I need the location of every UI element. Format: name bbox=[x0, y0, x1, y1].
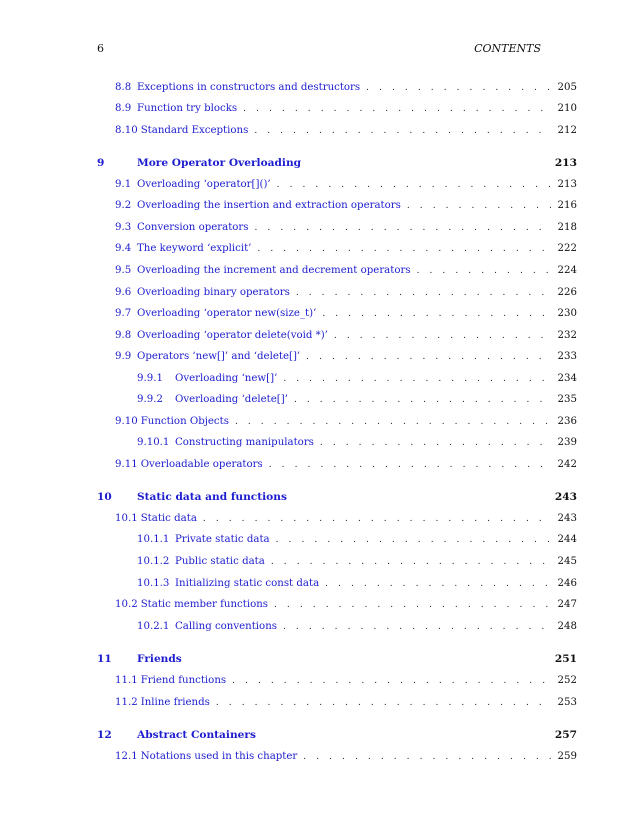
toc-entry-link[interactable] bbox=[137, 532, 270, 548]
toc-entry-link[interactable] bbox=[97, 651, 182, 667]
toc-entry-number: 9.2 bbox=[115, 200, 132, 211]
toc-chapter-entry[interactable] bbox=[97, 155, 577, 171]
dot-leader bbox=[257, 241, 551, 257]
dot-leader bbox=[243, 101, 551, 117]
toc-entry-title: Conversion operators bbox=[137, 222, 249, 233]
dot-leader bbox=[232, 673, 551, 689]
toc-entry-link[interactable] bbox=[97, 727, 256, 743]
toc-entry-link[interactable] bbox=[137, 619, 277, 635]
toc-entry-link[interactable] bbox=[115, 673, 226, 689]
toc-section-entry[interactable] bbox=[115, 285, 577, 301]
toc-entry-link[interactable] bbox=[115, 285, 290, 301]
toc-section-entry[interactable] bbox=[137, 532, 577, 548]
toc-entry-link[interactable] bbox=[115, 177, 271, 193]
toc-section-entry[interactable] bbox=[115, 328, 577, 344]
toc-entry-link[interactable] bbox=[115, 220, 249, 236]
toc-entry-link[interactable] bbox=[137, 435, 314, 451]
dot-leader bbox=[203, 511, 551, 527]
toc-entry-page: 252 bbox=[557, 675, 577, 686]
toc-entry-title: Operators ‘new[]’ and ‘delete[]’ bbox=[137, 351, 301, 362]
toc-entry-link[interactable] bbox=[115, 80, 360, 96]
toc-entry-number: 10.1.2 bbox=[137, 556, 170, 567]
dot-leader bbox=[254, 123, 551, 139]
toc-entry-page: 235 bbox=[557, 394, 577, 405]
dot-leader bbox=[255, 220, 551, 236]
toc-entry-title: Static data and functions bbox=[137, 491, 287, 503]
dot-leader bbox=[269, 457, 551, 473]
toc-entry-title: Friend functions bbox=[140, 675, 227, 686]
toc-entry-number: 10.1 bbox=[115, 513, 138, 524]
toc-entry-number: 10.2.1 bbox=[137, 621, 170, 632]
toc-entry-title: Overloading binary operators bbox=[137, 287, 290, 298]
toc-entry-link[interactable] bbox=[115, 241, 251, 257]
dot-leader bbox=[322, 306, 551, 322]
toc-entry-number: 10.1.3 bbox=[137, 578, 170, 589]
toc-chapter-entry[interactable] bbox=[97, 651, 577, 667]
toc-entry-title: Overloading the insertion and extraction operators bbox=[137, 200, 401, 211]
toc-entry-page: 232 bbox=[557, 330, 577, 341]
toc-entry-title: Initializing static const data bbox=[175, 578, 320, 589]
toc-section-entry[interactable] bbox=[137, 371, 577, 387]
dot-leader bbox=[306, 349, 551, 365]
dot-leader bbox=[417, 263, 551, 279]
page-number: 6 bbox=[97, 42, 104, 55]
toc-chapter-entry[interactable] bbox=[97, 727, 577, 743]
page-header bbox=[97, 42, 541, 58]
toc-section-entry[interactable] bbox=[137, 435, 577, 451]
toc-entry-title: Overloading ‘new[]’ bbox=[175, 373, 278, 384]
toc-entry-page: 239 bbox=[557, 437, 577, 448]
toc-entry-number: 9.4 bbox=[115, 243, 132, 254]
toc-entry-link[interactable] bbox=[115, 457, 263, 473]
toc-entry-number: 8.9 bbox=[115, 103, 132, 114]
toc-section-entry[interactable] bbox=[115, 123, 577, 139]
toc-entry-link[interactable] bbox=[115, 198, 401, 214]
toc-entry-number: 9.9.1 bbox=[137, 373, 163, 384]
dot-leader bbox=[325, 576, 551, 592]
toc-section-entry[interactable] bbox=[137, 554, 577, 570]
toc-entry-page: 212 bbox=[557, 125, 577, 136]
toc-entry-title: Exceptions in constructors and destructors bbox=[137, 82, 361, 93]
toc-entry-page: 213 bbox=[557, 179, 577, 190]
toc-entry-number: 9.6 bbox=[115, 287, 132, 298]
toc-entry-title: Overloading ‘operator[]()’ bbox=[137, 179, 271, 190]
dot-leader bbox=[334, 328, 551, 344]
toc-entry-title: Standard Exceptions bbox=[140, 125, 249, 136]
toc-section-entry[interactable] bbox=[115, 80, 577, 96]
toc-entry-page: 213 bbox=[554, 157, 577, 169]
dot-leader bbox=[320, 435, 551, 451]
toc-section-entry[interactable] bbox=[137, 392, 577, 408]
toc-entry-title: Calling conventions bbox=[175, 621, 277, 632]
dot-leader bbox=[276, 532, 551, 548]
toc-entry-link[interactable] bbox=[115, 349, 300, 365]
toc-entry-number: 9.10.1 bbox=[137, 437, 170, 448]
toc-entry-number: 11 bbox=[97, 653, 112, 665]
toc-entry-page: 257 bbox=[554, 729, 577, 741]
toc-entry-number: 10.2 bbox=[115, 599, 138, 610]
toc-entry-title: Overloading ‘operator delete(void *)’ bbox=[137, 330, 328, 341]
toc-section-entry[interactable] bbox=[115, 198, 577, 214]
toc-entry-title: Overloading ‘operator new(size_t)’ bbox=[137, 308, 317, 319]
toc-entry-link[interactable] bbox=[115, 306, 316, 322]
toc-entry-page: 210 bbox=[557, 103, 577, 114]
toc-section-entry[interactable] bbox=[115, 263, 577, 279]
toc-entry-link[interactable] bbox=[115, 511, 197, 527]
toc-entry-page: 248 bbox=[557, 621, 577, 632]
toc-entry-link[interactable] bbox=[115, 414, 229, 430]
toc-entry-page: 218 bbox=[557, 222, 577, 233]
toc-entry-link[interactable] bbox=[137, 392, 288, 408]
toc-entry-number: 8.10 bbox=[115, 125, 138, 136]
toc-entry-number: 9.8 bbox=[115, 330, 132, 341]
toc-entry-number: 9.1 bbox=[115, 179, 132, 190]
toc-entry-page: 242 bbox=[557, 459, 577, 470]
toc-section-entry[interactable] bbox=[115, 511, 577, 527]
toc-entry-number: 9.5 bbox=[115, 265, 132, 276]
toc-entry-number: 9.3 bbox=[115, 222, 132, 233]
dot-leader bbox=[296, 285, 551, 301]
toc-entry-title: Constructing manipulators bbox=[175, 437, 314, 448]
dot-leader bbox=[283, 371, 551, 387]
toc-entry-number: 9.9 bbox=[115, 351, 132, 362]
toc-section-entry[interactable] bbox=[115, 177, 577, 193]
dot-leader bbox=[216, 695, 551, 711]
dot-leader bbox=[407, 198, 551, 214]
toc-entry-page: 251 bbox=[554, 653, 577, 665]
toc-entry-number: 12 bbox=[97, 729, 112, 741]
toc-section-entry[interactable] bbox=[115, 673, 577, 689]
running-title: CONTENTS bbox=[474, 42, 541, 55]
toc-entry-page: 245 bbox=[557, 556, 577, 567]
toc-entry-page: 224 bbox=[557, 265, 577, 276]
toc-entry-link[interactable] bbox=[97, 489, 287, 505]
toc-entry-title: Overloading the increment and decrement operators bbox=[137, 265, 411, 276]
toc-section-entry[interactable] bbox=[115, 349, 577, 365]
toc-entry-page: 230 bbox=[557, 308, 577, 319]
toc-entry-number: 8.8 bbox=[115, 82, 132, 93]
toc-entry-number: 9.11 bbox=[115, 459, 138, 470]
dot-leader bbox=[235, 414, 551, 430]
toc-entry-link[interactable] bbox=[115, 123, 248, 139]
toc-section-entry[interactable] bbox=[115, 597, 577, 613]
toc-entry-title: Function Objects bbox=[140, 416, 229, 427]
toc-entry-number: 12.1 bbox=[115, 751, 138, 762]
toc-entry-page: 259 bbox=[557, 751, 577, 762]
toc-entry-page: 236 bbox=[557, 416, 577, 427]
toc-entry-link[interactable] bbox=[115, 749, 297, 765]
dot-leader bbox=[366, 80, 551, 96]
toc-entry-link[interactable] bbox=[115, 101, 237, 117]
toc-entry-title: Inline friends bbox=[140, 697, 210, 708]
toc-entry-link[interactable] bbox=[137, 371, 277, 387]
toc-entry-page: 243 bbox=[557, 513, 577, 524]
dot-leader bbox=[283, 619, 551, 635]
toc-entry-title: Static member functions bbox=[140, 599, 269, 610]
toc-entry-page: 216 bbox=[557, 200, 577, 211]
toc-entry-link[interactable] bbox=[137, 554, 265, 570]
toc-entry-title: Overloadable operators bbox=[140, 459, 263, 470]
toc-entry-number: 9.7 bbox=[115, 308, 132, 319]
toc-entry-link[interactable] bbox=[115, 695, 210, 711]
toc-section-entry[interactable] bbox=[115, 101, 577, 117]
toc-entry-number: 9.10 bbox=[115, 416, 138, 427]
dot-leader bbox=[303, 749, 551, 765]
toc-entry-title: Static data bbox=[140, 513, 197, 524]
toc-entry-page: 247 bbox=[557, 599, 577, 610]
toc-section-entry[interactable] bbox=[137, 619, 577, 635]
toc-entry-title: Abstract Containers bbox=[137, 729, 256, 741]
dot-leader bbox=[277, 177, 551, 193]
toc-section-entry[interactable] bbox=[115, 695, 577, 711]
toc-entry-title: Overloading ‘delete[]’ bbox=[175, 394, 288, 405]
toc-entry-page: 234 bbox=[557, 373, 577, 384]
toc-entry-page: 233 bbox=[557, 351, 577, 362]
toc-entry-link[interactable] bbox=[137, 576, 319, 592]
toc-entry-title: Private static data bbox=[175, 534, 270, 545]
toc-entry-page: 222 bbox=[557, 243, 577, 254]
toc-entry-number: 9.9.2 bbox=[137, 394, 163, 405]
toc-section-entry[interactable] bbox=[115, 220, 577, 236]
toc-entry-title: Public static data bbox=[175, 556, 265, 567]
toc-entry-page: 226 bbox=[557, 287, 577, 298]
toc-entry-page: 205 bbox=[557, 82, 577, 93]
toc-section-entry[interactable] bbox=[115, 749, 577, 765]
toc-section-entry[interactable] bbox=[115, 241, 577, 257]
toc-entry-title: Notations used in this chapter bbox=[140, 751, 298, 762]
toc-entry-link[interactable] bbox=[115, 263, 411, 279]
toc-entry-number: 10.1.1 bbox=[137, 534, 170, 545]
toc-entry-title: More Operator Overloading bbox=[137, 157, 302, 169]
dot-leader bbox=[274, 597, 551, 613]
toc-entry-title: The keyword ‘explicit’ bbox=[137, 243, 252, 254]
toc-entry-number: 11.1 bbox=[115, 675, 138, 686]
toc-entry-title: Function try blocks bbox=[137, 103, 238, 114]
dot-leader bbox=[271, 554, 551, 570]
toc-entry-page: 246 bbox=[557, 578, 577, 589]
toc-chapter-entry[interactable] bbox=[97, 489, 577, 505]
toc-section-entry[interactable] bbox=[115, 306, 577, 322]
toc-entry-link[interactable] bbox=[115, 328, 328, 344]
toc-section-entry[interactable] bbox=[115, 457, 577, 473]
toc-entry-page: 243 bbox=[554, 491, 577, 503]
toc-entry-page: 244 bbox=[557, 534, 577, 545]
toc-section-entry[interactable] bbox=[115, 414, 577, 430]
toc-entry-number: 9 bbox=[97, 157, 105, 169]
toc-entry-number: 11.2 bbox=[115, 697, 138, 708]
toc-section-entry[interactable] bbox=[137, 576, 577, 592]
toc-entry-link[interactable] bbox=[115, 597, 268, 613]
toc-entry-number: 10 bbox=[97, 491, 112, 503]
toc-entry-page: 253 bbox=[557, 697, 577, 708]
toc-entry-link[interactable] bbox=[97, 155, 301, 171]
toc-entry-title: Friends bbox=[137, 653, 182, 665]
dot-leader bbox=[294, 392, 551, 408]
